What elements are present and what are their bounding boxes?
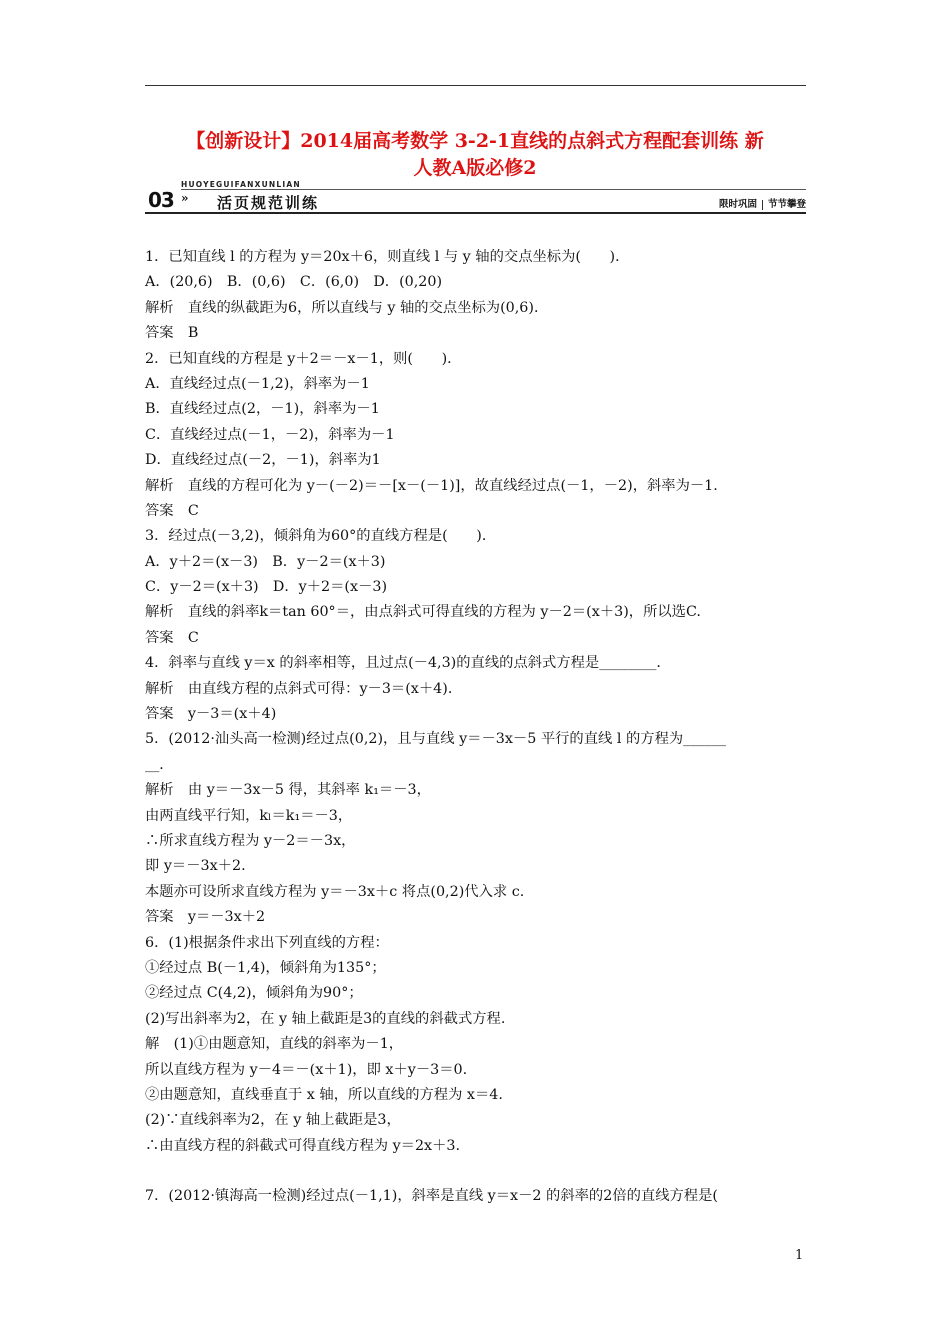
text-line: 6．(1)根据条件求出下列直线的方程： xyxy=(145,934,389,951)
text-line: 本题亦可设所求直线方程为 y＝－3x＋c 将点(0,2)代入求 c. xyxy=(145,883,525,900)
text-line: 5．(2012·汕头高一检测)经过点(0,2)，且与直线 y＝－3x－5 平行的直线 l 的方程为______ xyxy=(145,731,727,748)
text-line: 2．已知直线的方程是 y＋2＝－x－1，则( )． xyxy=(145,350,462,367)
text-line: 所以直线方程为 y－4＝－(x＋1)，即 x＋y－3＝0. xyxy=(145,1061,468,1078)
text-line: ∴所求直线方程为 y－2＝－3x， xyxy=(145,832,356,849)
text-line: 答案 C xyxy=(145,502,199,519)
text-line: 答案 y＝－3x＋2 xyxy=(145,909,266,926)
text-line: D．直线经过点(－2，－1)，斜率为1 xyxy=(145,452,381,469)
text-line: (2)写出斜率为2，在 y 轴上截距是3的直线的斜截式方程. xyxy=(145,1010,506,1027)
tagline-left: 限时巩固 xyxy=(718,199,757,210)
text-line: 7．(2012·镇海高一检测)经过点(－1,1)，斜率是直线 y＝x－2 的斜率的2倍的直线方程是( xyxy=(145,1188,718,1205)
title-line-1: 【创新设计】2014届高考数学 3-2-1直线的点斜式方程配套训练 新 xyxy=(186,130,764,152)
text-line: B．直线经过点(2，－1)，斜率为－1 xyxy=(145,401,380,418)
section-banner xyxy=(145,180,806,214)
text-line: 答案 C xyxy=(145,629,199,646)
text-line: 3．经过点(－3,2)，倾斜角为60°的直线方程是( )． xyxy=(145,528,497,545)
text-line: 1．已知直线 l 的方程为 y＝20x＋6，则直线 l 与 y 轴的交点坐标为( )． xyxy=(145,249,630,265)
page-number: 1 xyxy=(795,1248,804,1263)
text-line: 解析 由 y＝－3x－5 得，其斜率 k₁＝－3， xyxy=(145,782,431,799)
text-line: 答案 B xyxy=(145,325,199,342)
text-line: 4．斜率与直线 y＝x 的斜率相等，且过点(－4,3)的直线的点斜式方程是________． xyxy=(145,655,671,672)
document-body xyxy=(145,245,810,1210)
chevron-icon: » xyxy=(181,191,189,205)
text-line: __． xyxy=(145,756,174,773)
text-line: ②由题意知，直线垂直于 x 轴，所以直线的方程为 x＝4. xyxy=(145,1086,503,1103)
tagline-divider xyxy=(762,200,763,210)
text-line: 解析 直线的斜率k＝tan 60°＝，由点斜式可得直线的方程为 y－2＝(x＋3)，所以选C. xyxy=(145,604,701,621)
text-line: ①经过点 B(－1,4)，倾斜角为135°； xyxy=(145,959,386,976)
tagline-right: 节节攀登 xyxy=(767,199,806,210)
text-line: 解 (1)①由题意知，直线的斜率为－1， xyxy=(145,1036,404,1053)
text-line: (2)∵直线斜率为2，在 y 轴上截距是3， xyxy=(145,1112,401,1129)
text-line: 即 y＝－3x＋2. xyxy=(145,858,246,875)
banner-rule xyxy=(145,212,806,214)
title-line-2: 人教A版必修2 xyxy=(413,157,537,179)
text-line xyxy=(145,1159,810,1184)
text-line: 解析 直线的纵截距为6，所以直线与 y 轴的交点坐标为(0,6)． xyxy=(145,299,549,316)
text-line: ∴由直线方程的斜截式可得直线方程为 y＝2x＋3. xyxy=(145,1137,461,1154)
banner-tagline xyxy=(719,196,806,210)
text-line: 答案 y－3＝(x＋4) xyxy=(145,706,277,723)
text-line: A．直线经过点(－1,2)，斜率为－1 xyxy=(145,375,370,392)
text-line: C．直线经过点(－1，－2)，斜率为－1 xyxy=(145,426,395,443)
text-line: 由两直线平行知，kₗ＝k₁＝－3， xyxy=(145,807,353,824)
document-title xyxy=(130,128,820,182)
header-rule xyxy=(145,85,806,86)
section-pinyin: HUOYEGUIFANXUNLIAN xyxy=(181,180,301,189)
banner-thin-rule xyxy=(181,189,806,190)
section-number: 03 xyxy=(148,188,174,212)
text-line: ②经过点 C(4,2)，倾斜角为90°； xyxy=(145,985,363,1002)
text-line: 解析 由直线方程的点斜式可得：y－3＝(x＋4)． xyxy=(145,680,463,697)
section-heading: 活页规范训练 xyxy=(217,194,320,212)
text-line: C．y－2＝(x＋3) D．y＋2＝(x－3) xyxy=(145,579,388,596)
text-line: 解析 直线的方程可化为 y－(－2)＝－[x－(－1)]，故直线经过点(－1，－2)，斜率为－1. xyxy=(145,477,718,494)
text-line: A．(20,6) B．(0,6) C．(6,0) D．(0,20) xyxy=(145,274,443,291)
text-line: A．y＋2＝(x－3) B．y－2＝(x＋3) xyxy=(145,553,386,570)
